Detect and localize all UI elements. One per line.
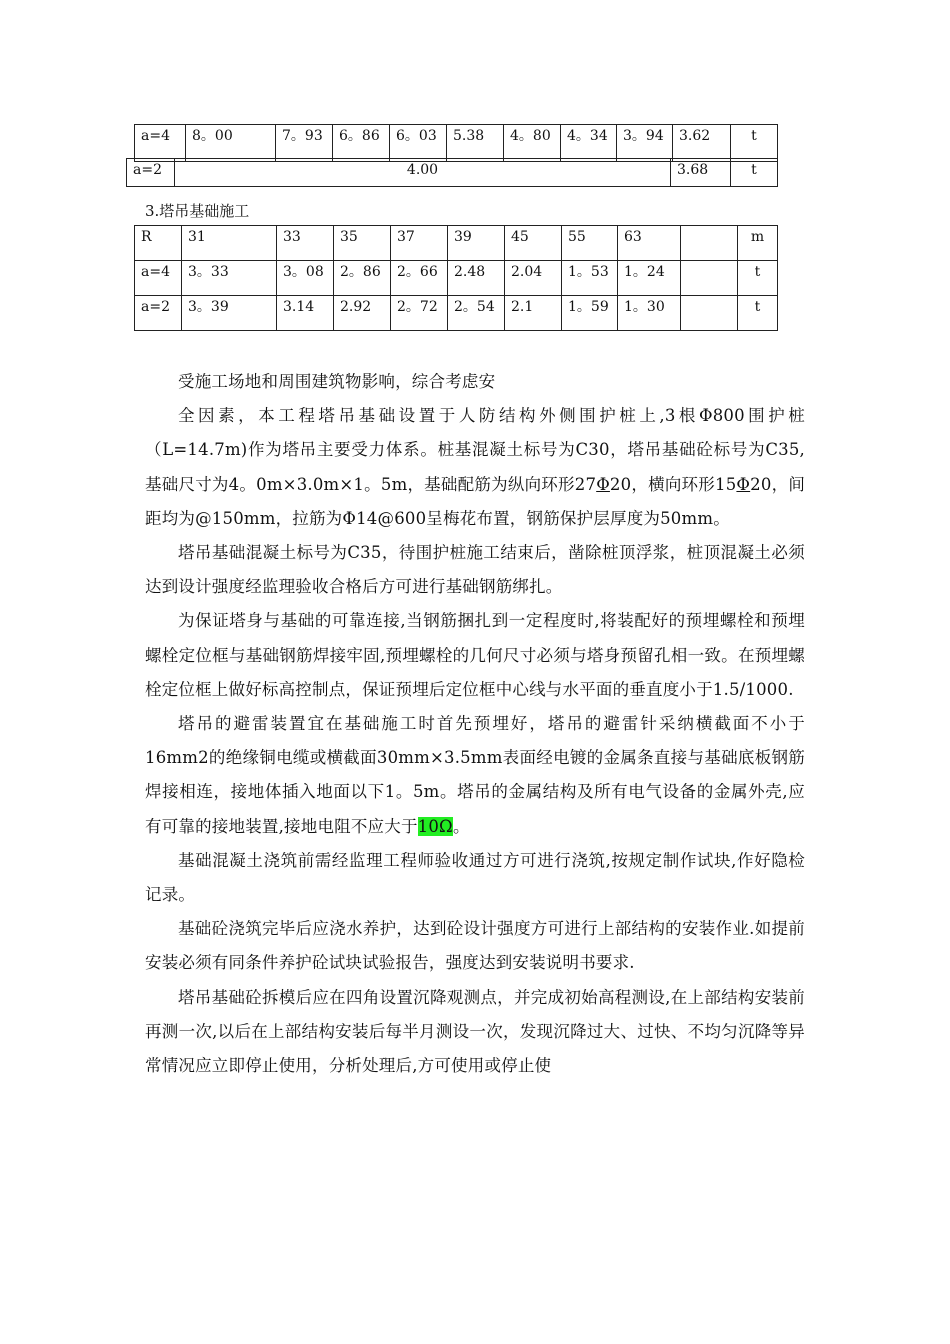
paragraph-text: 20，横向环形15 — [609, 474, 737, 494]
body-text — [145, 365, 805, 1083]
paragraph-lightning — [145, 707, 805, 844]
table-cell: 7。93 — [276, 125, 333, 162]
table-cell: 1。30 — [618, 296, 681, 331]
table-cell: a=4 — [135, 125, 186, 162]
paragraph-settlement: 塔吊基础砼拆模后应在四角设置沉降观测点，并完成初始高程测设,在上部结构安装前再测一次,以后在上部结构安装后每半月测设一次，发现沉降过大、过快、不均匀沉降等异常情况应立即停止使用，分析处理后,方可使用或停止使 — [145, 987, 805, 1076]
table-cell: 2。66 — [391, 261, 448, 296]
table-row — [135, 296, 778, 331]
table-header-cell: 37 — [391, 226, 448, 261]
load-table-radius — [134, 225, 778, 331]
table-cell: 2。54 — [448, 296, 505, 331]
table-cell: 2.1 — [505, 296, 562, 331]
table-cell: 4。34 — [561, 125, 617, 162]
table-cell: 1。59 — [562, 296, 618, 331]
table-cell: 3。08 — [277, 261, 334, 296]
table-cell: 2。72 — [391, 296, 448, 331]
table-cell: 3。39 — [182, 296, 277, 331]
table-header-cell: m — [738, 226, 778, 261]
table-cell: 3.62 — [673, 125, 731, 162]
table-cell: 2.92 — [334, 296, 391, 331]
paragraph-curing: 基础砼浇筑完毕后应浇水养护，达到砼设计强度方可进行上部结构的安装作业.如提前安装必须有同条件养护砼试块试验报告，强度达到安装说明书要求. — [145, 919, 805, 973]
table-cell: 3.14 — [277, 296, 334, 331]
table-cell: 4.00 — [175, 159, 671, 187]
table-header-cell: 63 — [618, 226, 681, 261]
table-cell: t — [731, 125, 778, 162]
paragraph-text: 。 — [452, 816, 470, 836]
table-cell: 2。86 — [334, 261, 391, 296]
table-cell: 6。03 — [390, 125, 447, 162]
rebar-symbol: Φ — [736, 474, 751, 494]
rebar-symbol: Φ — [596, 474, 610, 494]
table-cell: 8。00 — [186, 125, 276, 162]
table-header-cell: 45 — [505, 226, 562, 261]
paragraph-intro: 受施工场地和周围建筑物影响，综合考虑安 — [178, 372, 496, 391]
table-header-cell — [681, 226, 738, 261]
paragraph-text: 塔吊的避雷装置宜在基础施工时首先预埋好，塔吊的避雷针采纳横截面不小于16mm2的绝缘铜电缆或横截面30mm×3.5mm表面经电镀的金属条直接与基础底板钢筋焊接相连，接地体插入地面以下1。5m。塔吊的金属结构及所有电气设备的金属外壳,应有可靠的接地装置,接地电阻不应大于 — [145, 714, 805, 836]
table-cell — [681, 261, 738, 296]
table-cell: a=2 — [135, 296, 182, 331]
table-header-row — [135, 226, 778, 261]
table-cell: 5.38 — [447, 125, 504, 162]
table-cell: 3.68 — [671, 159, 731, 187]
table-cell: t — [738, 296, 778, 331]
table-cell: 1。53 — [562, 261, 618, 296]
table-header-cell: 55 — [562, 226, 618, 261]
table-header-cell: 39 — [448, 226, 505, 261]
section-heading: 3.塔吊基础施工 — [145, 202, 250, 220]
load-table-top-a4 — [134, 124, 778, 162]
table-cell: 2.04 — [505, 261, 562, 296]
table-row — [127, 159, 778, 187]
table-header-cell: 31 — [182, 226, 277, 261]
table-cell: 2.48 — [448, 261, 505, 296]
table-cell: 4。80 — [504, 125, 561, 162]
table-cell: 3。94 — [617, 125, 673, 162]
table-cell: a=2 — [127, 159, 175, 187]
paragraph-pouring: 基础混凝土浇筑前需经监理工程师验收通过方可进行浇筑,按规定制作试块,作好隐检记录。 — [145, 850, 805, 905]
table-row — [135, 261, 778, 296]
paragraph-text: 20，间距均为@150mm，拉筋为Φ14@600呈梅花布置，钢筋保护层厚度为50mm。 — [145, 474, 806, 528]
table-header-cell: 35 — [334, 226, 391, 261]
highlighted-value: 10Ω — [417, 816, 453, 836]
table-cell: 1。24 — [618, 261, 681, 296]
paragraph-foundation-spec — [145, 399, 805, 536]
load-table-top-a2 — [126, 158, 778, 187]
table-header-cell: 33 — [277, 226, 334, 261]
paragraph-concrete: 塔吊基础混凝土标号为C35，待围护桩施工结束后，凿除桩顶浮浆，桩顶混凝土必须达到设计强度经监理验收合格后方可进行基础钢筋绑扎。 — [145, 543, 805, 597]
table-row — [135, 125, 778, 162]
table-cell: 3。33 — [182, 261, 277, 296]
table-cell: a=4 — [135, 261, 182, 296]
paragraph-text: 全因素，本工程塔吊基础设置于人防结构外侧围护桩上,3根Φ800围护桩（L=14.7m)作为塔吊主要受力体系。桩基混凝土标号为C30，塔吊基础砼标号为C35,基础尺寸为4。0m×3.0m×1。5m，基础配筋为纵向环形27 — [145, 406, 805, 494]
table-cell: 6。86 — [333, 125, 390, 162]
table-header-cell: R — [135, 226, 182, 261]
table-cell: t — [731, 159, 778, 187]
table-cell — [681, 296, 738, 331]
table-cell: t — [738, 261, 778, 296]
paragraph-bolts: 为保证塔身与基础的可靠连接,当钢筋捆扎到一定程度时,将装配好的预埋螺栓和预埋螺栓定位框与基础钢筋焊接牢固,预埋螺栓的几何尺寸必须与塔身预留孔相一致。在预埋螺栓定位框上做好标高控制点，保证预埋后定位框中心线与水平面的垂直度小于1.5/1000. — [145, 611, 805, 699]
